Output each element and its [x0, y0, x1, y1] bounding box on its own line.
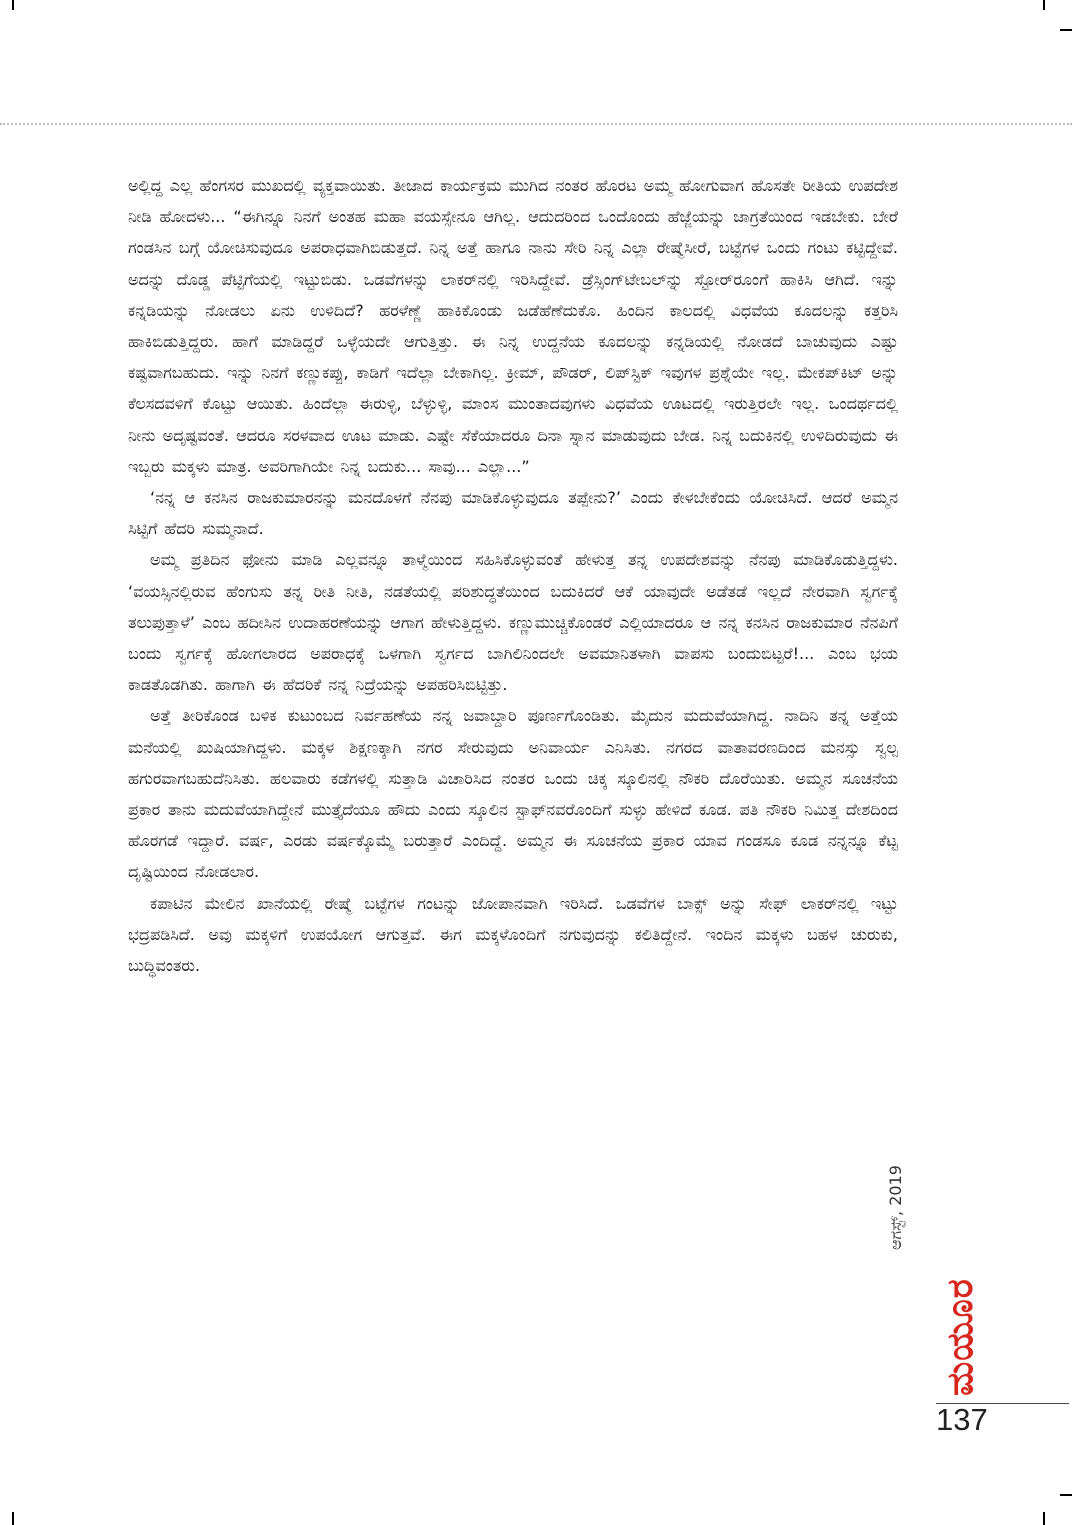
crop-mark-right-lower — [1060, 1494, 1072, 1496]
paragraph-5: ಕಪಾಟಿನ ಮೇಲಿನ ಖಾನೆಯಲ್ಲಿ ರೇಷ್ಮೆ ಬಟ್ಟೆಗಳ ಗಂಟನ್ನು ಜೋಪಾನವಾಗಿ ಇರಿಸಿದೆ. ಒಡವೆಗಳ ಬಾಕ್ಸ್ ಅನ್ನು ಸೇಫ್ ಲಾಕರ್‌ನಲ್ಲಿ ಇಟ್ಟು ಭದ್ರಪಡಿಸಿದೆ. ಅವು ಮಕ್ಕಳಿಗೆ ಉಪಯೋಗ ಆಗುತ್ತವೆ. ಈಗ ಮಕ್ಕಳೊಂದಿಗೆ ನಗುವುದನ್ನು ಕಲಿತಿದ್ದೇನೆ. ಇಂದಿನ ಮಕ್ಕಳು ಬಹಳ ಚುರುಕು, ಬುದ್ಧಿವಂತರು. — [128, 893, 898, 976]
article-body — [128, 170, 898, 1425]
issue-date: ಆಗಸ್ಟ್, 2019 — [886, 1165, 905, 1250]
crop-mark-right-upper — [1060, 29, 1072, 31]
crop-mark-bottom-left — [12, 1512, 14, 1525]
page-number: 137 — [936, 1402, 988, 1437]
paragraph-4: ಅತ್ತೆ ತೀರಿಕೊಂಡ ಬಳಿಕ ಕುಟುಂಬದ ನಿರ್ವಹಣೆಯ ನನ್ನ ಜವಾಬ್ದಾರಿ ಪೂರ್ಣಗೊಂಡಿತು. ಮೈದುನ ಮದುವೆಯಾಗಿದ್ದ. ನಾದಿನಿ ತನ್ನ ಅತ್ತೆಯ ಮನೆಯಲ್ಲಿ ಖುಷಿಯಾಗಿದ್ದಳು. ಮಕ್ಕಳ ಶಿಕ್ಷಣಕ್ಕಾಗಿ ನಗರ ಸೇರುವುದು ಅನಿವಾರ್ಯ ಎನಿಸಿತು. ನಗರದ ವಾತಾವರಣದಿಂದ ಮನಸ್ಸು ಸ್ವಲ್ಪ ಹಗುರವಾಗಬಹುದೆನಿಸಿತು. ಹಲವಾರು ಕಡೆಗಳಲ್ಲಿ ಸುತ್ತಾಡಿ ವಿಚಾರಿಸಿದ ನಂತರ ಒಂದು ಚಿಕ್ಕ ಸ್ಕೂಲಿನಲ್ಲಿ ನೌಕರಿ ದೊರೆಯಿತು. ಅಮ್ಮನ ಸೂಚನೆಯ ಪ್ರಕಾರ ತಾನು ಮದುವೆಯಾಗಿದ್ದೇನೆ ಮುತ್ತೈದೆಯೂ ಹೌದು ಎಂದು ಸ್ಕೂಲಿನ ಸ್ಟಾಫ್‌ನವರೊಂದಿಗೆ ಸುಳ್ಳು ಹೇಳಿದೆ ಕೂಡ. ಪತಿ ನೌಕರಿ ನಿಮಿತ್ತ ದೇಶದಿಂದ ಹೊರಗಡೆ ಇದ್ದಾರೆ. ವರ್ಷ, ಎರಡು ವರ್ಷಕ್ಕೊಮ್ಮೆ ಬರುತ್ತಾರೆ ಎಂದಿದ್ದೆ. ಅಮ್ಮನ ಈ ಸೂಚನೆಯ ಪ್ರಕಾರ ಯಾವ ಗಂಡಸೂ ಕೂಡ ನನ್ನನ್ನೂ ಕೆಟ್ಟ ದೃಷ್ಟಿಯಿಂದ ನೋಡಲಾರ. — [128, 706, 898, 882]
magazine-logo: ಮಯೂರ — [940, 1278, 981, 1396]
crop-mark-top-right — [1043, 0, 1045, 10]
paragraph-3: ಅಮ್ಮ ಪ್ರತಿದಿನ ಫೋನು ಮಾಡಿ ಎಲ್ಲವನ್ನೂ ತಾಳ್ಮೆಯಿಂದ ಸಹಿಸಿಕೊಳ್ಳುವಂತೆ ಹೇಳುತ್ತ ತನ್ನ ಉಪದೇಶವನ್ನು ನೆನಪು ಮಾಡಿಕೊಡುತ್ತಿದ್ದಳು. ‘ವಯಸ್ಸಿನಲ್ಲಿರುವ ಹೆಂಗುಸು ತನ್ನ ರೀತಿ ನೀತಿ, ನಡತೆಯಲ್ಲಿ ಪರಿಶುದ್ಧತೆಯಿಂದ ಬದುಕಿದರೆ ಆಕೆ ಯಾವುದೇ ಅಡೆತಡೆ ಇಲ್ಲದೆ ನೇರವಾಗಿ ಸ್ವರ್ಗಕ್ಕೆ ತಲುಪುತ್ತಾಳೆ’ ಎಂಬ ಹದೀಸಿನ ಉದಾಹರಣೆಯನ್ನು ಆಗಾಗ ಹೇಳುತ್ತಿದ್ದಳು. ಕಣ್ಣುಮುಚ್ಚಿಕೊಂಡರೆ ಎಲ್ಲಿಯಾದರೂ ಆ ನನ್ನ ಕನಸಿನ ರಾಜಕುಮಾರ ನೆನಪಿಗೆ ಬಂದು ಸ್ವರ್ಗಕ್ಕೆ ಹೋಗಲಾರದ ಅಪರಾಧಕ್ಕೆ ಒಳಗಾಗಿ ಸ್ವರ್ಗದ ಬಾಗಿಲಿನಿಂದಲೇ ಅವಮಾನಿತಳಾಗಿ ವಾಪಸು ಬಂದುಬಿಟ್ಟರೆ!... ಎಂಬ ಭಯ ಕಾಡತೊಡಗಿತು. ಹಾಗಾಗಿ ಈ ಹೆದರಿಕೆ ನನ್ನ ನಿದ್ರೆಯನ್ನು ಅಪಹರಿಸಿಬಿಟ್ಟಿತ್ತು. — [128, 550, 898, 695]
crop-mark-bottom-right — [1043, 1512, 1045, 1525]
paragraph-2: ‘ನನ್ನ ಆ ಕನಸಿನ ರಾಜಕುಮಾರನನ್ನು ಮನದೊಳಗೆ ನೆನಪು ಮಾಡಿಕೊಳ್ಳುವುದೂ ತಪ್ಪೇನು?’ ಎಂದು ಕೇಳಬೇಕೆಂದು ಯೋಚಿಸಿದೆ. ಆದರೆ ಅಮ್ಮನ ಸಿಟ್ಟಿಗೆ ಹೆದರಿ ಸುಮ್ಮನಾದೆ. — [128, 488, 898, 539]
crop-mark-top-left — [12, 0, 14, 10]
paragraph-1: ಅಲ್ಲಿದ್ದ ಎಲ್ಲ ಹೆಂಗಸರ ಮುಖದಲ್ಲಿ ವ್ಯಕ್ತವಾಯಿತು. ತೀಜಾದ ಕಾರ್ಯಕ್ರಮ ಮುಗಿದ ನಂತರ ಹೊರಟ ಅಮ್ಮ ಹೋಗುವಾಗ ಹೊಸತೇ ರೀತಿಯ ಉಪದೇಶ ನೀಡಿ ಹೋದಳು... “ಈಗಿನ್ನೂ ನಿನಗೆ ಅಂತಹ ಮಹಾ ವಯಸ್ಸೇನೂ ಆಗಿಲ್ಲ. ಆದುದರಿಂದ ಒಂದೊಂದು ಹೆಜ್ಜೆಯನ್ನು ಜಾಗ್ರತೆಯಿಂದ ಇಡಬೇಕು. ಬೇರೆ ಗಂಡಸಿನ ಬಗ್ಗೆ ಯೋಚಿಸುವುದೂ ಅಪರಾಧವಾಗಿಬಿಡುತ್ತದೆ. ನಿನ್ನ ಅತ್ತೆ ಹಾಗೂ ನಾನು ಸೇರಿ ನಿನ್ನ ಎಲ್ಲಾ ರೇಷ್ಮೆಸೀರೆ, ಬಟ್ಟೆಗಳ ಒಂದು ಗಂಟು ಕಟ್ಟಿದ್ದೇವೆ. ಅದನ್ನು ದೊಡ್ಡ ಪೆಟ್ಟಿಗೆಯಲ್ಲಿ ಇಟ್ಟುಬಿಡು. ಒಡವೆಗಳನ್ನು ಲಾಕರ್‌ನಲ್ಲಿ ಇರಿಸಿದ್ದೇವೆ. ಡ್ರೆಸ್ಸಿಂಗ್‌ಟೇಬಲ್‌ನ್ನು ಸ್ಟೋರ್‌ರೂಂಗೆ ಹಾಕಿಸಿ ಆಗಿದೆ. ಇನ್ನು ಕನ್ನಡಿಯನ್ನು ನೋಡಲು ಏನು ಉಳಿದಿದೆ? ಹರಳೆಣ್ಣೆ ಹಾಕಿಕೊಂಡು ಜಡೆಹೆಣೆದುಕೊ. ಹಿಂದಿನ ಕಾಲದಲ್ಲಿ ವಿಧವೆಯ ಕೂದಲನ್ನು ಕತ್ತರಿಸಿ ಹಾಕಿಬಿಡುತ್ತಿದ್ದರು. ಹಾಗೆ ಮಾಡಿದ್ದರೆ ಒಳ್ಳೆಯದೇ ಆಗುತ್ತಿತ್ತು. ಈ ನಿನ್ನ ಉದ್ದನೆಯ ಕೂದಲನ್ನು ಕನ್ನಡಿಯಲ್ಲಿ ನೋಡದೆ ಬಾಚುವುದು ಎಷ್ಟು ಕಷ್ಟವಾಗಬಹುದು. ಇನ್ನು ನಿನಗೆ ಕಣ್ಣುಕಪ್ಪು, ಕಾಡಿಗೆ ಇದೆಲ್ಲಾ ಬೇಕಾಗಿಲ್ಲ. ಕ್ರೀಮ್, ಪೌಡರ್, ಲಿಪ್‌ಸ್ಟಿಕ್ ಇವುಗಳ ಪ್ರಶ್ನೆಯೇ ಇಲ್ಲ. ಮೇಕಪ್‌ಕಿಟ್ ಅನ್ನು ಕೆಲಸದವಳಿಗೆ ಕೊಟ್ಟು ಆಯಿತು. ಹಿಂದೆಲ್ಲಾ ಈರುಳ್ಳಿ, ಬೆಳ್ಳುಳ್ಳಿ, ಮಾಂಸ ಮುಂತಾದವುಗಳು ವಿಧವೆಯ ಊಟದಲ್ಲಿ ಇರುತ್ತಿರಲೇ ಇಲ್ಲ. ಒಂದರ್ಥದಲ್ಲಿ ನೀನು ಅದೃಷ್ಟವಂತೆ. ಆದರೂ ಸರಳವಾದ ಊಟ ಮಾಡು. ಎಷ್ಟೇ ಸೆಕೆಯಾದರೂ ದಿನಾ ಸ್ನಾನ ಮಾಡುವುದು ಬೇಡ. ನಿನ್ನ ಬದುಕಿನಲ್ಲಿ ಉಳಿದಿರುವುದು ಈ ಇಬ್ಬರು ಮಕ್ಕಳು ಮಾತ್ರ. ಅವರಿಗಾಗಿಯೇ ನಿನ್ನ ಬದುಕು... ಸಾವು... ಎಲ್ಲಾ...” — [128, 176, 898, 476]
header-dotted-rule — [0, 123, 1072, 125]
